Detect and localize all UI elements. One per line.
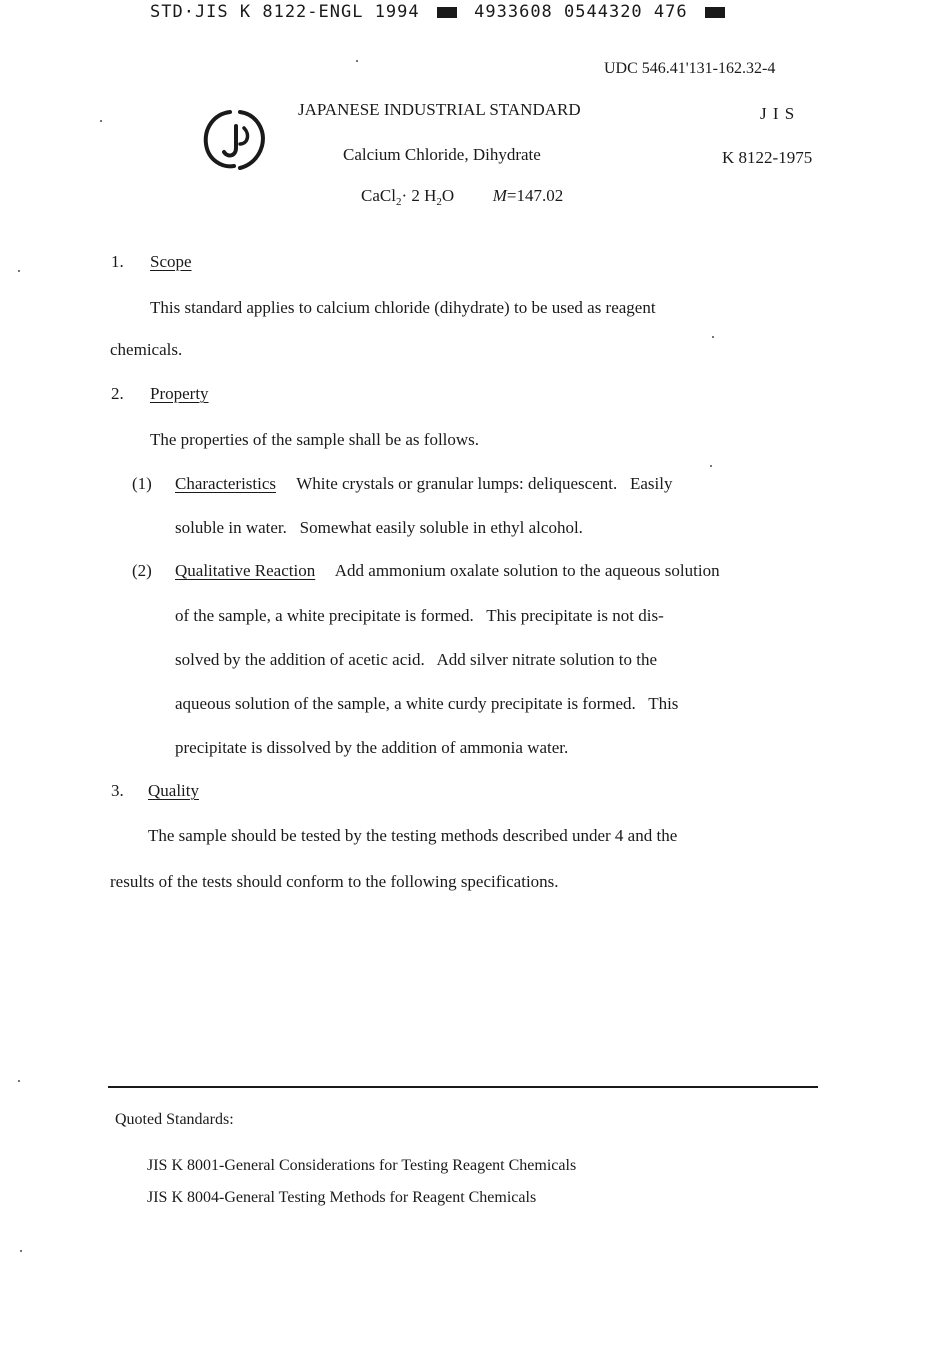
qualitative-reaction-line: precipitate is dissolved by the addition of ammonia water.: [175, 738, 569, 757]
document-code-left: STD·JIS K 8122-ENGL 1994: [150, 2, 420, 22]
scan-speck: [356, 60, 358, 62]
scan-speck: [710, 465, 712, 467]
property-intro: The properties of the sample shall be as follows.: [150, 430, 480, 449]
standard-title: JAPANESE INDUSTRIAL STANDARD: [298, 100, 581, 119]
quality-text-line: results of the tests should conform to the following specifications.: [110, 872, 559, 891]
scope-text-line: This standard applies to calcium chloride (dihydrate) to be used as reagent: [150, 298, 656, 317]
qualitative-reaction-line: of the sample, a white precipitate is formed. This precipitate is not dis-: [175, 606, 664, 625]
quality-text-line: The sample should be tested by the testing methods described under 4 and the: [148, 826, 678, 845]
item-number: (1): [132, 474, 152, 493]
qualitative-reaction-line: solved by the addition of acetic acid. Add silver nitrate solution to the: [175, 650, 658, 669]
jis-number: K 8122-1975: [722, 148, 813, 167]
qualitative-reaction-line: aqueous solution of the sample, a white curdy precipitate is formed. This: [175, 694, 679, 713]
section-number: 3.: [111, 781, 124, 800]
document-code-middle: 4933608 0544320 476: [474, 2, 688, 22]
quoted-standards-heading: Quoted Standards:: [115, 1111, 234, 1128]
qualitative-reaction-title: Qualitative Reaction: [175, 561, 316, 580]
section-title-quality: Quality: [148, 781, 199, 800]
qualitative-reaction-line: Qualitative Reaction Add ammonium oxalate solution to the aqueous solution: [175, 561, 720, 580]
quoted-standard-item: JIS K 8001-General Considerations for Testing Reagent Chemicals: [147, 1157, 577, 1174]
scan-speck: [18, 270, 20, 272]
udc-number: UDC 546.41'131-162.32-4: [604, 60, 776, 77]
molar-mass-value: =147.02: [506, 186, 564, 205]
document-code-header: [150, 2, 725, 22]
characteristics-line: soluble in water. Somewhat easily soluble in ethyl alcohol.: [175, 518, 583, 537]
scope-text-line: chemicals.: [110, 340, 183, 359]
section-title-property: Property: [150, 384, 209, 403]
barcode-block-icon: [705, 7, 725, 18]
scan-speck: [100, 120, 102, 122]
scan-speck: [18, 1080, 20, 1082]
scan-speck: [712, 336, 714, 338]
item-number: (2): [132, 561, 152, 580]
characteristics-line: Characteristics White crystals or granular lumps: deliquescent. Easily: [175, 474, 673, 493]
scan-speck: [20, 1250, 22, 1252]
jis-logo-icon: [200, 104, 270, 176]
characteristics-title: Characteristics: [175, 474, 277, 493]
quoted-standard-item: JIS K 8004-General Testing Methods for Reagent Chemicals: [147, 1189, 537, 1206]
molar-mass-label: M: [492, 186, 507, 205]
section-number: 2.: [111, 384, 124, 403]
section-number: 1.: [111, 252, 124, 271]
barcode-block-icon: [437, 7, 457, 18]
chemical-formula: CaCl$_2$· 2 $H_2O$ M=147.02: [361, 186, 564, 208]
section-title-scope: Scope: [150, 252, 192, 271]
product-name: Calcium Chloride, Dihydrate: [343, 145, 541, 164]
footnote-divider: [108, 1086, 818, 1088]
jis-mark: J I S: [760, 104, 796, 123]
